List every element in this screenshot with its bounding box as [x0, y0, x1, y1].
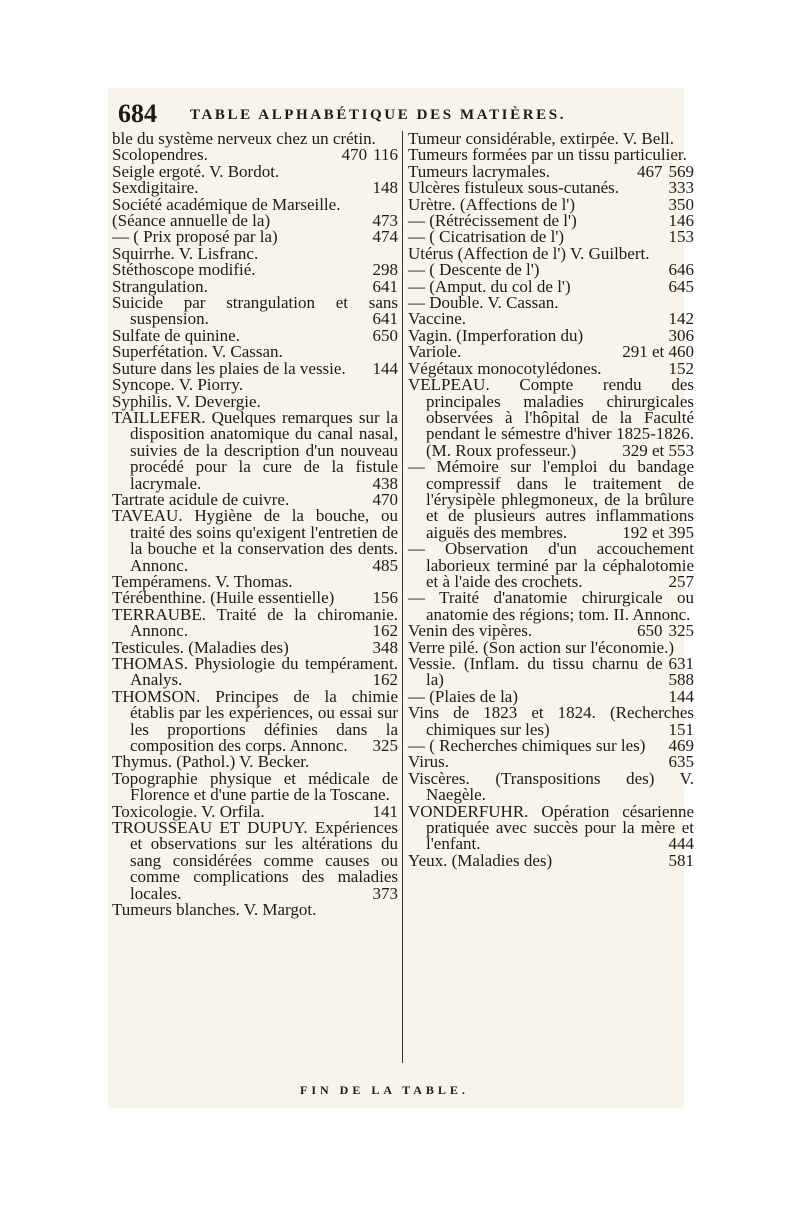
entry-text: VELPEAU. Compte rendu des principales maladies chirurgicales observées à l'hôpital de la Faculté pendant le sémestre d'hiver 1825-1826. (M. Roux professeur.) [408, 375, 694, 460]
entry-text: Vaccine. [408, 309, 467, 329]
entry-page-number: 646 [668, 260, 694, 280]
entry-text: Venin des vipères. [408, 621, 533, 641]
entry-page-number: 144 [372, 358, 398, 378]
entry-page-number: 152 [668, 358, 694, 378]
index-entry [408, 541, 694, 590]
entry-page-number: 144 [668, 686, 694, 706]
entry-page-number: 470 [341, 145, 368, 165]
entry-text: Squirrhe. V. Lisfranc. [112, 243, 259, 263]
entry-page-number: 645 [668, 276, 694, 296]
entry-page-number: 333 [668, 178, 694, 198]
entry-text: Testicules. (Maladies des) [112, 637, 289, 657]
entry-text: — ( Cicatrisation de l') [408, 227, 565, 247]
entry-page-number: 485 [372, 555, 398, 575]
entry-text: — (Amput. du col de l') [408, 276, 571, 296]
entry-text: Tumeurs blanches. V. Margot. [112, 900, 317, 920]
entry-text: ble du système nerveux chez un crétin. [112, 129, 376, 148]
index-column-left [112, 131, 398, 1071]
index-entry [112, 656, 398, 689]
entry-text: Seigle ergoté. V. Bordot. [112, 161, 280, 181]
index-entry [408, 377, 694, 459]
entry-page-number: 153 [668, 227, 694, 247]
entry-page-number: 467 [637, 161, 663, 181]
entry-page-number: 291 et 460 [622, 342, 694, 362]
entry-text: Virus. [408, 752, 450, 772]
entry-text: Utérus (Affection de l') V. Guilbert. [408, 243, 650, 263]
entry-page-number: 148 [372, 178, 398, 198]
entry-page-number: 162 [372, 670, 398, 690]
entry-page-number: 650 [372, 325, 398, 345]
entry-text: — (Plaies de la) [408, 686, 518, 706]
entry-page-number: 348 [372, 637, 398, 657]
entry-page-number: 631 [668, 654, 694, 673]
entry-text: VONDERFUHR. Opération césarienne pratiquée avec succès pour la mère et l'enfant. [408, 801, 694, 854]
index-entry [112, 508, 398, 574]
entry-text: Sexdigitaire. [112, 178, 199, 198]
index-entry [112, 902, 398, 918]
entry-text: Syncope. V. Piorry. [112, 375, 243, 395]
entry-text: THOMSON. Principes de la chimie établis par les expériences, ou essai sur les proportions définies dans la composition des corps. Annonc. [112, 686, 398, 756]
entry-text: THOMAS. Physiologie du tempérament. Analys. [112, 654, 398, 690]
index-entry [408, 656, 694, 689]
entry-text: Variole. [408, 342, 462, 362]
entry-text: — ( Recherches chimiques sur les) [408, 736, 646, 756]
index-entry [112, 686, 398, 756]
entry-page-number: 373 [372, 883, 398, 903]
entry-text: Yeux. (Maladies des) [408, 850, 553, 870]
entry-page-number: 650 [637, 621, 663, 641]
entry-page-number: 162 [372, 621, 398, 641]
entry-page-number: 470 [372, 489, 398, 509]
entry-page-number: 142 [668, 309, 694, 329]
entry-page-number: 306 [668, 325, 694, 345]
entry-text: Tumeurs formées par un tissu particulier. [408, 145, 687, 165]
entry-text: Viscères. (Transpositions des) V. Naegèle. [408, 768, 694, 805]
entry-text: Suicide par strangulation et sans suspension. [112, 293, 398, 329]
entry-text: Vagin. (Imperforation du) [408, 325, 584, 345]
entry-page-number: 588 [668, 670, 694, 690]
index-entry [408, 738, 694, 754]
entry-text: — Traité d'anatomie chirurgicale ou anatomie des régions; tom. II. Annonc. [408, 588, 694, 624]
entry-text: Société académique de Marseille. [112, 194, 341, 214]
entry-page-number: 350 [668, 194, 694, 214]
entry-page-number: 325 [372, 736, 398, 756]
end-of-table: FIN DE LA TABLE. [300, 1083, 469, 1097]
entry-page-number: 635 [668, 752, 694, 772]
entry-text: Topographie physique et médicale de Florence et d'une partie de la Toscane. [112, 768, 398, 805]
entry-text: Verre pilé. (Son action sur l'économie.) [408, 637, 675, 657]
entry-text: TERRAUBE. Traité de la chiromanie. Annonc. [112, 604, 398, 641]
entry-text: Vins de 1823 et 1824. (Recherches chimiques sur les) [408, 703, 694, 739]
index-entry [408, 801, 694, 854]
entry-text: Térébenthine. (Huile essentielle) [112, 588, 335, 608]
entry-text: Tumeurs lacrymales. [408, 161, 550, 181]
entry-page-number: 474 [372, 227, 398, 247]
entry-text: TAVEAU. Hygiène de la bouche, ou traité des soins qu'exigent l'entretien de la bouche et la conservation des dents. Annonc. [112, 506, 398, 575]
entry-text: — ( Prix proposé par la) [112, 227, 278, 247]
entry-text: Urètre. (Affections de l') [408, 194, 576, 214]
entry-text: TROUSSEAU ET DUPUY. Expériences et observations sur les altérations du sang considérées comme causes ou comme complications des maladies locales. [112, 818, 398, 903]
entry-text: — Double. V. Cassan. [408, 293, 559, 313]
entry-text: Thymus. (Pathol.) V. Becker. [112, 752, 310, 772]
entry-page-number: 298 [372, 260, 398, 280]
entry-page-number: 116 [373, 145, 398, 165]
entry-text: Ulcères fistuleux sous-cutanés. [408, 178, 620, 198]
entry-page-number: 641 [372, 309, 398, 329]
index-entry [112, 604, 398, 641]
entry-text: — ( Descente de l') [408, 260, 540, 280]
entry-page-number: 473 [372, 211, 398, 231]
index-entry [112, 820, 398, 902]
index-entry [408, 768, 694, 805]
index-entry [408, 850, 694, 870]
entry-text: Scolopendres. [112, 145, 208, 165]
entry-page-number: 151 [668, 719, 694, 739]
index-entry [408, 705, 694, 738]
entry-text: Toxicologie. V. Orfila. [112, 801, 265, 821]
entry-page-number: 192 et 395 [622, 522, 694, 542]
column-divider [402, 131, 403, 1063]
entry-page-number: 438 [372, 473, 398, 493]
entry-page-number: 141 [372, 801, 398, 821]
entry-text: Végétaux monocotylédones. [408, 358, 602, 378]
entry-page-number: 325 [668, 621, 694, 641]
entry-page-number: 444 [668, 834, 694, 854]
entry-page-number: 569 [668, 161, 694, 181]
page-number: 684 [118, 99, 157, 128]
page-header [118, 99, 684, 133]
entry-text: TAILLEFER. Quelques remarques sur la disposition anatomique du canal nasal, suivies de la description d'un nouveau procédé pour la cure de la fistule lacrymale. [112, 407, 398, 493]
entry-text: Tumeur considérable, extirpée. V. Bell. [408, 129, 674, 148]
entry-text: Stéthoscope modifié. [112, 260, 256, 280]
entry-text: (Séance annuelle de la) [112, 211, 271, 231]
entry-page-number: 581 [668, 850, 694, 870]
entry-page-number: 146 [668, 211, 694, 231]
running-title: TABLE ALPHABÉTIQUE DES MATIÈRES. [190, 107, 567, 123]
index-entry [408, 459, 694, 541]
entry-text: — Observation d'un accouchement laborieux terminé par la céphalotomie et à l'aide des crochets. [408, 539, 694, 591]
entry-text: Sulfate de quinine. [112, 325, 240, 345]
entry-text: Vessie. (Inflam. du tissu charnu de la) [408, 654, 663, 690]
entry-page-number: 469 [668, 736, 694, 756]
entry-page-number: 329 et 553 [622, 440, 694, 460]
entry-text: Strangulation. [112, 276, 208, 296]
index-entry [112, 407, 398, 493]
entry-text: Syphilis. V. Devergie. [112, 391, 261, 411]
index-column-right [408, 131, 694, 1071]
entry-page-number: 156 [372, 588, 398, 608]
entry-page-number: 257 [668, 571, 694, 591]
entry-text: Tartrate acidule de cuivre. [112, 489, 290, 509]
entry-text: Tempéramens. V. Thomas. [112, 571, 293, 591]
index-entry [112, 295, 398, 328]
entry-text: — (Rétrécissement de l') [408, 211, 577, 231]
entry-text: Suture dans les plaies de la vessie. [112, 358, 346, 378]
entry-page-number: 641 [372, 276, 398, 296]
entry-text: Superfétation. V. Cassan. [112, 342, 283, 362]
entry-text: — Mémoire sur l'emploi du bandage compressif dans le traitement de l'érysipèle phlegmoneux, de la brûlure et de plusieurs autres inflammations aiguës des membres. [408, 457, 694, 542]
